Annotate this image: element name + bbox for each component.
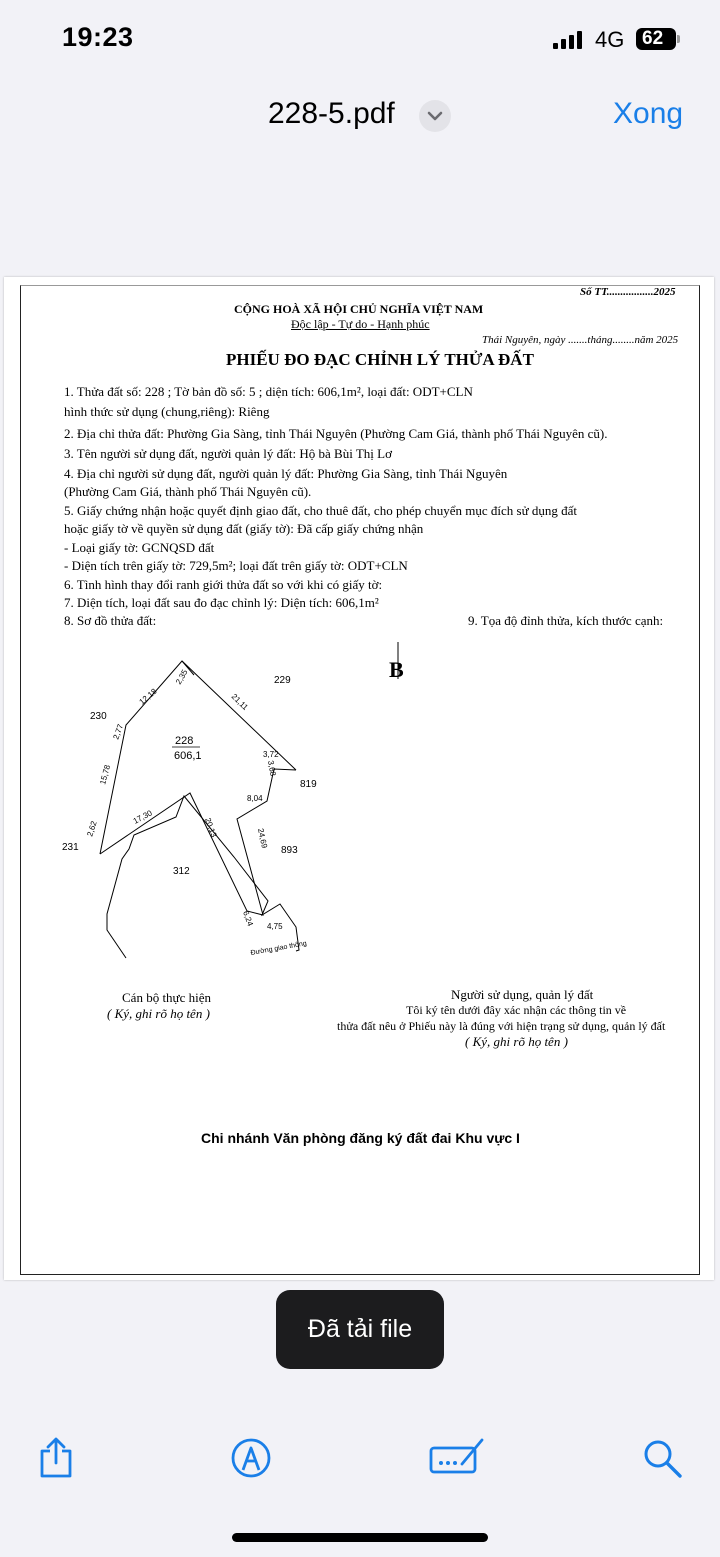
network-type: 4G xyxy=(595,27,625,52)
officer-title: Cán bộ thực hiện xyxy=(122,990,212,1005)
neighbor-parcel: 893 xyxy=(281,845,298,856)
info-line: 2. Địa chỉ thửa đất: Phường Gia Sàng, tỉnh Thái Nguyên (Phường Cam Giá, thành phố Thái Nguyên cũ). xyxy=(64,426,608,441)
edge-length: 17,30 xyxy=(131,808,154,826)
info-line: 7. Diện tích, loại đất sau đo đạc chỉnh lý: Diện tích: 606,1m² xyxy=(64,595,379,610)
battery-tip xyxy=(677,35,680,43)
bottom-toolbar xyxy=(0,1420,720,1500)
download-toast: Đã tải file xyxy=(276,1290,444,1369)
signature-icon[interactable] xyxy=(428,1436,486,1480)
owner-confirm-line: Tôi ký tên dưới đây xác nhận các thông tin về xyxy=(406,1003,627,1017)
coords-heading: 9. Tọa độ đỉnh thửa, kích thước cạnh: xyxy=(468,613,664,628)
parcel-number: 228 xyxy=(175,735,194,747)
document-heading: PHIẾU ĐO ĐẠC CHỈNH LÝ THỬA ĐẤT xyxy=(226,350,534,369)
info-line: 5. Giấy chứng nhận hoặc quyết định giao đất, cho thuê đất, cho phép chuyển mục đích sử dụng đất xyxy=(64,503,578,518)
info-line: 6. Tình hình thay đổi ranh giới thửa đất so với khi có giấy tờ: xyxy=(64,577,383,592)
neighbor-parcel: 312 xyxy=(173,866,190,877)
owner-sign-note: ( Ký, ghi rõ họ tên ) xyxy=(465,1034,568,1049)
edge-length: 15,78 xyxy=(98,763,113,786)
serial-number: Số TT.................2025 xyxy=(580,286,676,298)
edge-length: 4,75 xyxy=(267,922,283,931)
republic-header: CỘNG HOÀ XÃ HỘI CHỦ NGHĨA VIỆT NAM xyxy=(234,302,484,316)
info-line: 1. Thửa đất số: 228 ; Tờ bản đồ số: 5 ; diện tích: 606,1m², loại đất: ODT+CLN xyxy=(64,384,473,399)
home-indicator[interactable] xyxy=(232,1533,488,1542)
motto: Độc lập - Tự do - Hạnh phúc xyxy=(291,317,430,331)
pdf-page[interactable] xyxy=(4,277,714,1280)
officer-sign-note: ( Ký, ghi rõ họ tên ) xyxy=(107,1006,210,1021)
info-line: - Loại giấy tờ: GCNQSD đất xyxy=(64,540,215,555)
info-line: hoặc giấy tờ về quyền sử dụng đất (giấy tờ): Đã cấp giấy chứng nhận xyxy=(64,521,424,536)
neighbor-parcel: 230 xyxy=(90,711,107,722)
cellular-signal-icon xyxy=(553,31,585,49)
edge-length: 2,77 xyxy=(111,722,126,741)
edge-length: 12,18 xyxy=(137,686,159,707)
chevron-down-icon xyxy=(419,100,451,132)
share-icon[interactable] xyxy=(34,1436,78,1480)
parcel-map xyxy=(4,637,714,967)
place-date: Thái Nguyên, ngày .......tháng........năm 2025 xyxy=(482,334,679,346)
edge-length: 3,72 xyxy=(263,750,279,759)
info-line: - Diện tích trên giấy tờ: 729,5m²; loại đất trên giấy tờ: ODT+CLN xyxy=(64,558,408,573)
owner-title: Người sử dụng, quản lý đất xyxy=(451,987,594,1002)
search-icon[interactable] xyxy=(640,1436,684,1480)
info-line: 8. Sơ đồ thửa đất: xyxy=(64,613,157,628)
status-time: 19:23 xyxy=(62,22,134,52)
edge-length: 2,62 xyxy=(85,820,99,838)
battery-indicator: 62 xyxy=(636,28,676,50)
neighbor-parcel: 229 xyxy=(274,675,291,686)
info-line: (Phường Cam Giá, thành phố Thái Nguyên cũ). xyxy=(64,484,312,499)
markup-icon[interactable] xyxy=(229,1436,273,1480)
neighbor-parcel: 819 xyxy=(300,779,317,790)
north-arrow-label: B xyxy=(389,657,404,682)
title-menu-button[interactable] xyxy=(419,100,451,132)
neighbor-parcel: 231 xyxy=(62,842,79,853)
edge-length: 2,35 xyxy=(173,668,190,686)
edge-length: 24,69 xyxy=(256,827,270,850)
info-line: hình thức sử dụng (chung,riêng): Riêng xyxy=(64,404,270,419)
parcel-area: 606,1 xyxy=(174,750,202,762)
info-line: 3. Tên người sử dụng đất, người quản lý đất: Hộ bà Bùi Thị Lơ xyxy=(64,446,392,461)
owner-confirm-line: thửa đất nêu ở Phiếu này là đúng với hiện trạng sử dụng, quản lý đất xyxy=(337,1019,666,1033)
edge-length: 3,68 xyxy=(266,759,278,777)
road-label: Đường giao thông xyxy=(250,940,308,957)
done-button[interactable]: Xong xyxy=(613,97,684,130)
edge-length: 20,13 xyxy=(203,816,219,839)
document-title[interactable]: 228-5.pdf xyxy=(268,97,395,130)
branch-office: Chi nhánh Văn phòng đăng ký đất đai Khu vực I xyxy=(201,1130,520,1146)
status-bar xyxy=(0,0,720,80)
edge-length: 6,24 xyxy=(241,909,255,928)
edge-length: 21,11 xyxy=(229,691,250,712)
info-line: 4. Địa chỉ người sử dụng đất, người quản lý đất: Phường Gia Sàng, tỉnh Thái Nguyên xyxy=(64,466,508,481)
edge-length: 8,04 xyxy=(247,794,263,803)
